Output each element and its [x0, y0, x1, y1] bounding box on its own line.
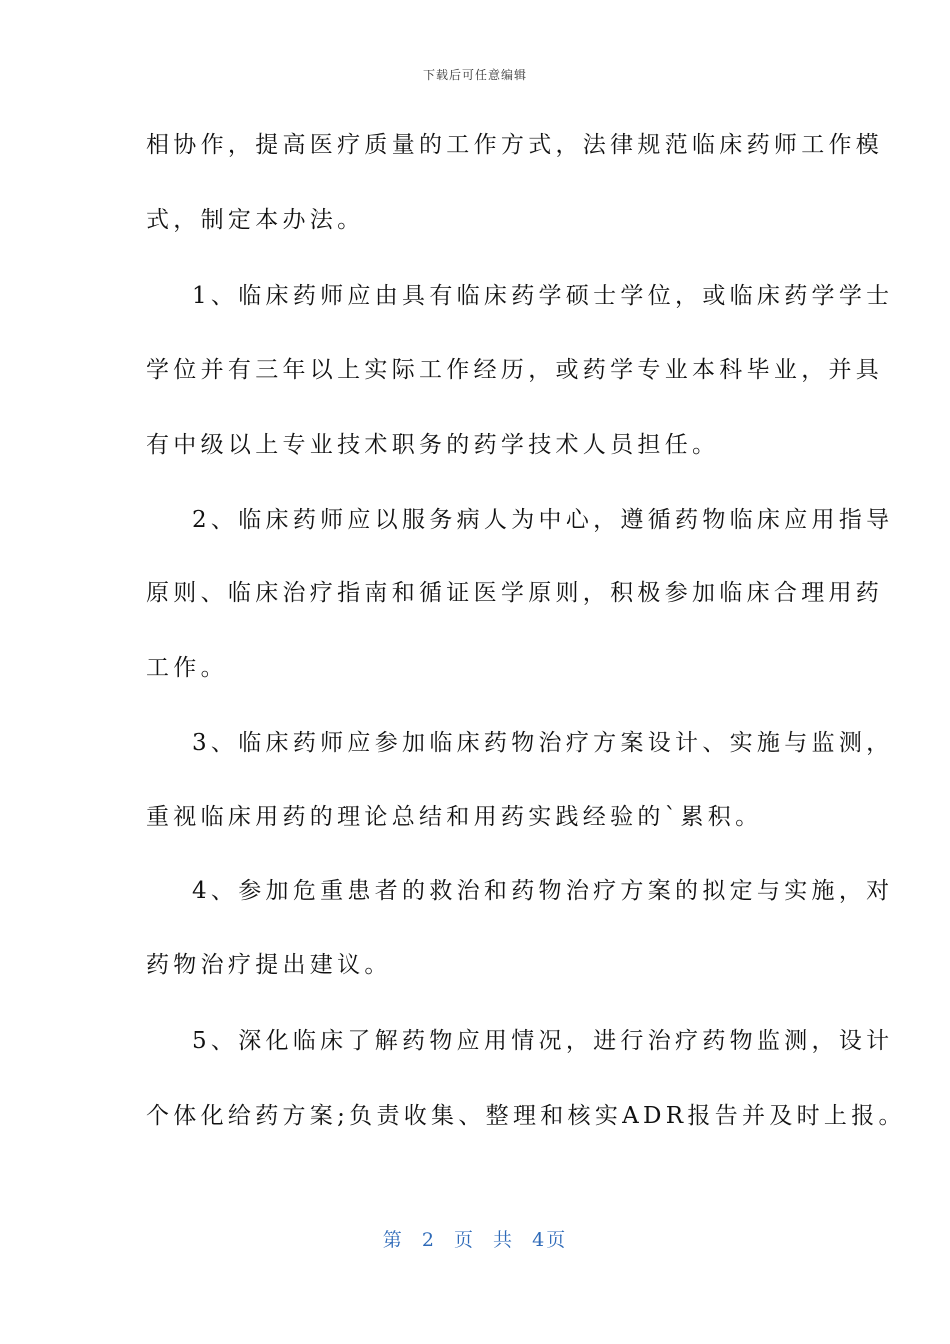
paragraph-line: 工作。: [146, 655, 228, 681]
paragraph-line: 药物治疗提出建议。: [146, 952, 392, 978]
footer-total-pages: 4页: [532, 1229, 568, 1251]
paragraph-line: 有中级以上专业技术职务的药学技术人员担任。: [146, 432, 720, 458]
footer-di: 第: [382, 1229, 404, 1251]
paragraph-line: 个体化给药方案;负责收集、整理和核实ADR报告并及时上报。: [146, 1103, 906, 1129]
paragraph-line: 2、临床药师应以服务病人为中心，遵循药物临床应用指导: [192, 507, 894, 533]
paragraph-line: 原则、临床治疗指南和循证医学原则，积极参加临床合理用药: [146, 580, 884, 606]
footer-ye: 页: [453, 1229, 475, 1251]
paragraph-line: 学位并有三年以上实际工作经历，或药学专业本科毕业，并具: [146, 357, 884, 383]
header-note: 下载后可任意编辑: [422, 68, 527, 82]
footer-gong: 共: [493, 1229, 515, 1251]
paragraph-line: 3、临床药师应参加临床药物治疗方案设计、实施与监测，: [192, 730, 894, 756]
paragraph-line: 4、参加危重患者的救治和药物治疗方案的拟定与实施，对: [192, 878, 894, 904]
paragraph-line: 1、临床药师应由具有临床药学硕士学位，或临床药学学士: [192, 283, 894, 309]
paragraph-line: 重视临床用药的理论总结和用药实践经验的`累积。: [146, 804, 763, 830]
paragraph-line: 式，制定本办法。: [146, 207, 365, 233]
paragraph-line: 5、深化临床了解药物应用情况，进行治疗药物监测，设计: [192, 1028, 894, 1054]
footer-page-number: 2: [421, 1229, 436, 1251]
paragraph-line: 相协作，提高医疗质量的工作方式，法律规范临床药师工作模: [146, 132, 884, 158]
page-footer: [0, 1225, 950, 1252]
